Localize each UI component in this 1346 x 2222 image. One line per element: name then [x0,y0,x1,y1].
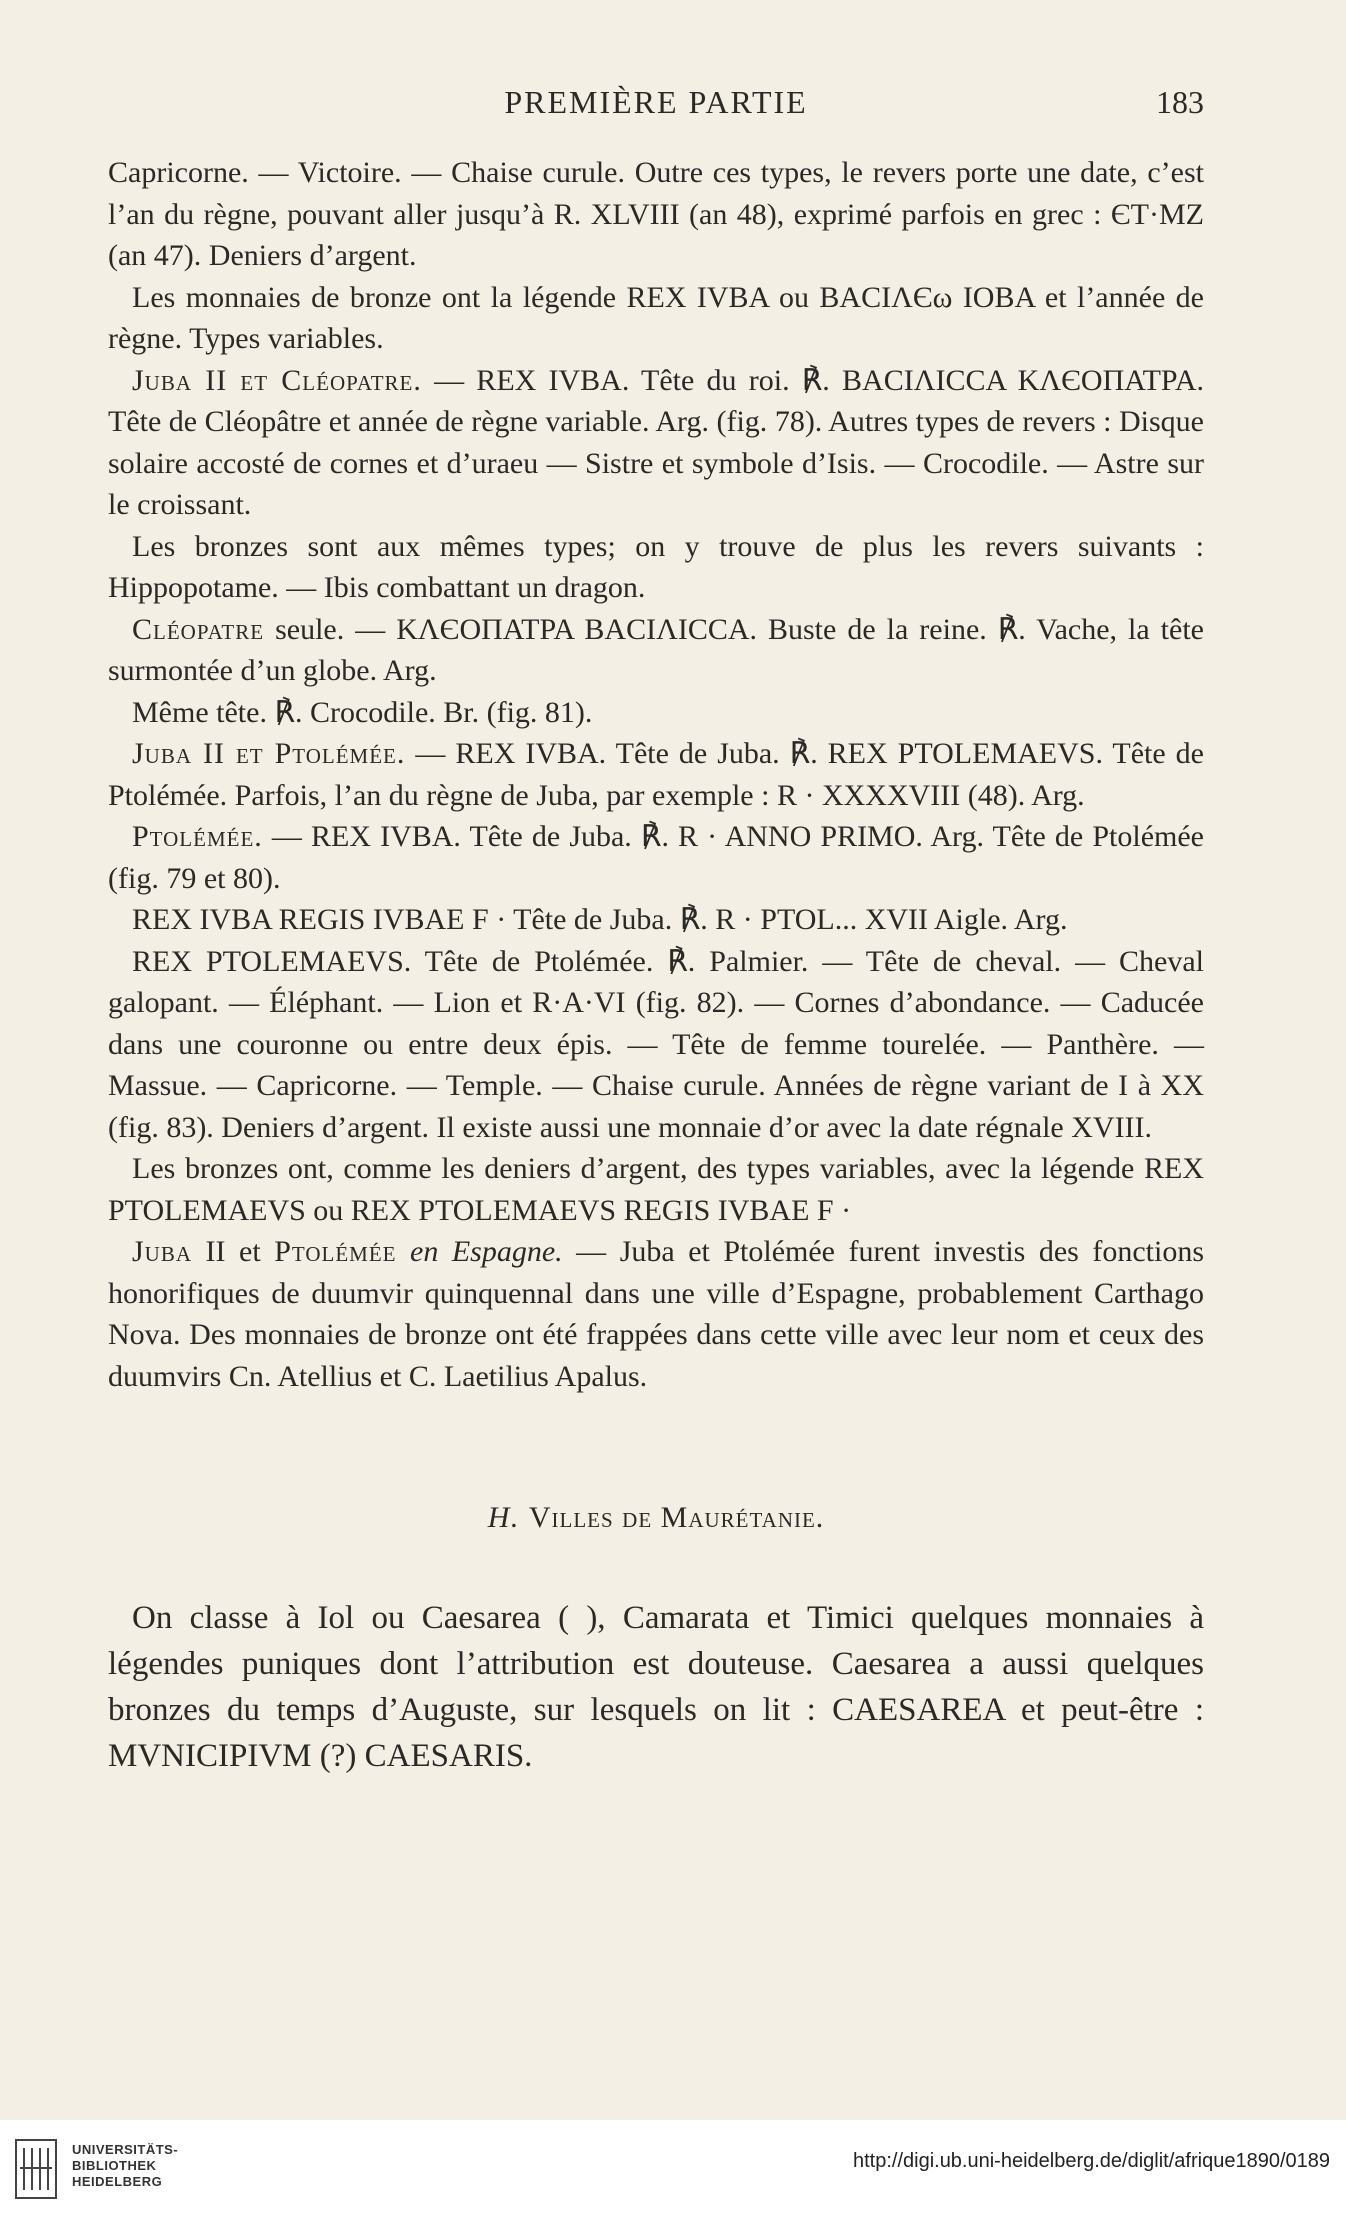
small-caps-run: Juba [132,1235,193,1268]
small-caps-run: Juba II et Cléopatre. [132,363,422,397]
paragraph [108,360,1204,526]
text-run: — Juba et Ptolémée furent investis des fonctions honorifiques de duumvir quinquennal dans une ville d’Espagne, probablement Carthago Nova. Des monnaies de bronze ont été frappées dans cette ville avec leur nom et ceux des duumvirs Cn. Atellius et C. Laetilius Apalus. [108,1235,1204,1393]
paragraph [108,899,1204,941]
small-caps-run: Ptolémée [274,1235,397,1268]
text-run: Les monnaies de bronze ont la légende REX IVBA ou BACIΛЄω IOBA et l’année de règne. Types variables. [108,280,1204,355]
small-caps-run: Cléopatre [132,612,265,646]
text-run: — REX IVBA. Tête de Juba. ℟. R · ANNO PRIMO. Arg. Tête de Ptolémée (fig. 79 et 80). [108,820,1204,895]
text-run: — REX IVBA. Tête de Juba. ℟. REX PTOLEMAEVS. Tête de Ptolémée. Parfois, l’an du règne de Juba, par exemple : R · XXXXVIII (48). Arg. [108,737,1204,812]
paragraph [108,692,1204,734]
small-caps-run: Ptolémée. [132,820,263,853]
library-name [72,2142,178,2190]
text-run: — REX IVBA. Tête du roi. ℟. BACIΛICCA KΛЄOΠATPA. Tête de Cléopâtre et année de règne variable. Arg. (fig. 78). Autres types de revers : Disque solaire accosté de cornes et d’uraeu — Sistre et symbole d’Isis. — Crocodile. — Astre sur le croissant. [108,363,1204,521]
page-number: 183 [1156,84,1204,120]
section-letter: H. [487,1501,520,1534]
text-run: Les bronzes ont, comme les deniers d’argent, des types variables, avec la légende REX PTOLEMAEVS ou REX PTOLEMAEVS REGIS IVBAE F · [108,1152,1204,1227]
paragraph [108,733,1204,816]
library-logo-icon [14,2138,58,2200]
text-run: II et [192,1235,275,1268]
section-title-text: Villes de Maurétanie. [528,1501,825,1534]
main-text [108,152,1204,1779]
small-caps-run: Juba II et Ptolémée. [132,737,406,770]
paragraph [108,152,1204,277]
text-run: Capricorne. — Victoire. — Chaise curule. Outre ces types, le revers porte une date, c’est l’an du règne, pouvant aller jusqu’à R. XLVIII (an 48), exprimé parfois en grec : ЄТ·MZ (an 47). Deniers d’argent. [108,156,1204,272]
library-line: HEIDELBERG [72,2174,163,2189]
text-run: Les bronzes sont aux mêmes types; on y trouve de plus les revers suivants : Hippopotame. — Ibis combattant un dragon. [108,529,1204,604]
paragraph [108,609,1204,692]
paragraph [108,277,1204,360]
running-title: PREMIÈRE PARTIE [504,84,808,120]
library-line: BIBLIOTHEK [72,2158,157,2173]
paragraph [108,816,1204,899]
text-run: seule. — KΛЄOΠATPA BACIΛICCA. Buste de la reine. ℟. Vache, la tête surmontée d’un globe. Arg. [108,612,1204,687]
source-url[interactable]: http://digi.ub.uni-heidelberg.de/diglit/afrique1890/0189 [852,2150,1330,2172]
library-line: UNIVERSITÄTS- [72,2142,179,2157]
paragraph [108,1231,1204,1397]
paragraph-list [108,152,1204,1397]
final-paragraph: On classe à Iol ou Caesarea ( ), Camarata et Timici quelques monnaies à légendes puniques dont l’attribution est douteuse. Caesarea a aussi quelques bronzes du temps d’Auguste, sur lesquels on lit : CAESAREA et peut-être : MVNICIPIVM (?) CAESARIS. [108,1599,1204,1774]
text-run: Même tête. ℟. Crocodile. Br. (fig. 81). [132,695,593,729]
paragraph [108,941,1204,1149]
paragraph [108,526,1204,609]
digitization-footer [0,2120,1346,2222]
text-run [396,1235,410,1268]
italic-run: en Espagne. [410,1235,563,1268]
text-run: REX IVBA REGIS IVBAE F · Tête de Juba. ℟. R · PTOL... XVII Aigle. Arg. [132,903,1068,936]
running-header [108,84,1204,132]
paragraph [108,1148,1204,1231]
text-run: REX PTOLEMAEVS. Tête de Ptolémée. ℟. Palmier. — Tête de cheval. — Cheval galopant. — Éléphant. — Lion et R·A·VI (fig. 82). — Cornes d’abondance. — Caducée dans une couronne ou entre deux épis. — Tête de femme tourelée. — Panthère. — Massue. — Capricorne. — Temple. — Chaise curule. Années de règne variant de I à XX (fig. 83). Deniers d’argent. Il existe aussi une monnaie d’or avec la date régnale XVIII. [108,944,1204,1144]
section-heading [108,1497,1204,1539]
